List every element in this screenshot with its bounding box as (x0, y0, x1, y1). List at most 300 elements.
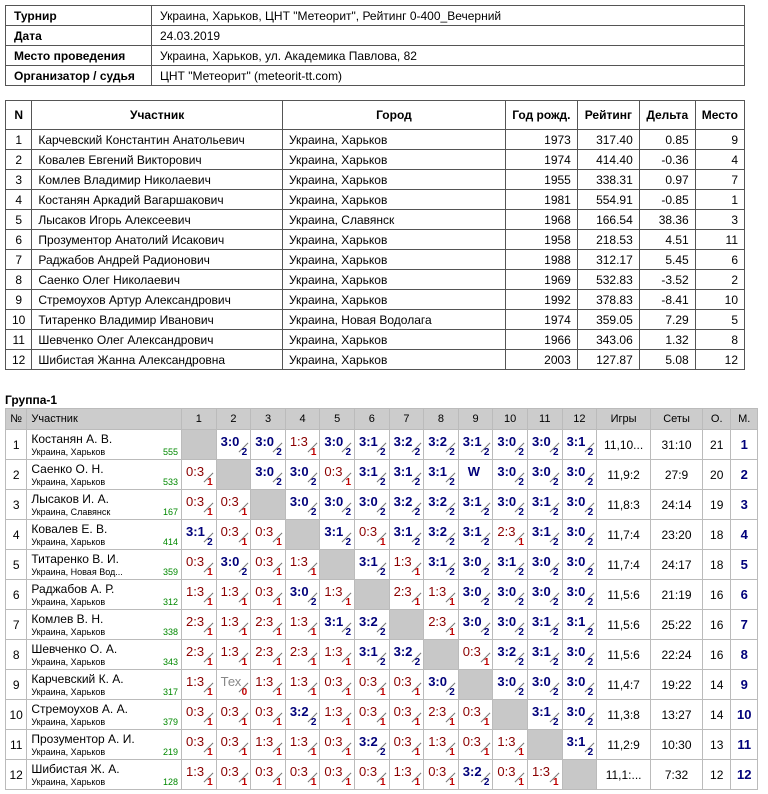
match-score: 3:0 (531, 674, 551, 689)
match-points: 1 (276, 747, 282, 758)
participant-cell: Карчевский Константин Анатольевич (32, 130, 283, 150)
match-result-cell (527, 490, 562, 520)
match-result-cell (424, 490, 459, 520)
participants-header-cell: Место (695, 101, 744, 130)
match-score: 3:0 (220, 554, 240, 569)
match-points: 1 (449, 717, 455, 728)
player-city: Украина, Славянск (31, 507, 111, 517)
participant-cell: 1974 (505, 150, 577, 170)
match-points: 1 (241, 507, 248, 518)
match-points: 1 (241, 597, 248, 608)
match-points: 1 (207, 717, 213, 728)
participant-cell: Ковалев Евгений Викторович (32, 150, 283, 170)
grid-player-cell (27, 670, 182, 700)
match-points: 1 (310, 777, 317, 788)
match-score: 2:3 (255, 644, 274, 659)
match-result-cell (216, 520, 251, 550)
match-score: 3:1 (462, 434, 482, 449)
match-result-cell (251, 550, 286, 580)
match-result-cell (182, 670, 217, 700)
match-score: 0:3 (359, 524, 378, 539)
match-score: 3:1 (359, 464, 378, 479)
match-points: 1 (207, 477, 213, 488)
grid-sets: 23:20 (651, 520, 703, 550)
participant-cell: 3 (6, 170, 32, 190)
match-result-cell (285, 640, 320, 670)
grid-place: 4 (731, 520, 758, 550)
match-result-cell (251, 730, 286, 760)
match-result-cell (527, 670, 562, 700)
match-points: 2 (553, 477, 559, 488)
match-score: 2:3 (393, 584, 412, 599)
participant-cell: 9 (695, 130, 744, 150)
match-result-cell (355, 670, 390, 700)
match-result-cell (389, 520, 424, 550)
match-points: 0 (241, 687, 248, 698)
match-score: 3:0 (566, 584, 586, 599)
grid-row (6, 610, 758, 640)
grid-diagonal-cell (493, 700, 528, 730)
match-result-cell (458, 700, 493, 730)
match-points: 1 (518, 777, 524, 788)
grid-diagonal-cell (562, 760, 597, 790)
match-result-cell (458, 520, 493, 550)
match-result-cell (320, 610, 355, 640)
grid-header-player: Участник (27, 409, 182, 430)
info-key: Дата (6, 26, 152, 46)
player-name: Саенко О. Н. (31, 462, 104, 476)
match-points: 1 (207, 507, 213, 518)
match-points: 1 (207, 627, 213, 638)
match-points: 2 (380, 627, 386, 638)
match-points: 2 (483, 777, 490, 788)
match-score: 3:0 (531, 434, 551, 449)
participant-cell: Украина, Харьков (282, 270, 505, 290)
participant-cell: -3.52 (639, 270, 695, 290)
match-score: 1:3 (324, 704, 343, 719)
match-score: 3:1 (428, 464, 447, 479)
grid-player-cell (27, 730, 182, 760)
match-result-cell (527, 610, 562, 640)
participant-cell: Украина, Харьков (282, 190, 505, 210)
grid-row-num: 11 (6, 730, 27, 760)
grid-points: 13 (702, 730, 730, 760)
match-score: 3:0 (462, 584, 482, 599)
match-result-cell (458, 460, 493, 490)
grid-row-num: 5 (6, 550, 27, 580)
grid-player-cell (27, 640, 182, 670)
match-score: 1:3 (289, 674, 308, 689)
match-score: 2:3 (186, 614, 205, 629)
participant-cell: 317.40 (577, 130, 639, 150)
match-result-cell (251, 430, 286, 460)
match-points: 2 (587, 537, 594, 548)
participant-cell: -8.41 (639, 290, 695, 310)
match-points: 2 (449, 567, 455, 578)
match-points: 2 (518, 657, 524, 668)
player-name: Комлев В. Н. (31, 612, 104, 626)
match-points: 1 (310, 447, 317, 458)
grid-row (6, 550, 758, 580)
grid-row (6, 670, 758, 700)
grid-games: 11,5:6 (597, 610, 651, 640)
match-score: 3:0 (566, 524, 586, 539)
match-points: 2 (587, 747, 594, 758)
grid-row (6, 700, 758, 730)
match-result-cell (285, 460, 320, 490)
info-value: Украина, Харьков, ул. Академика Павлова, 82 (152, 46, 745, 66)
participant-cell: 6 (695, 250, 744, 270)
match-points: 2 (276, 477, 282, 488)
match-score: 1:3 (186, 674, 205, 689)
participant-cell: 2 (6, 150, 32, 170)
participant-cell: 12 (695, 350, 744, 370)
player-city: Украина, Новая Вод... (31, 567, 123, 577)
participant-cell: 2003 (505, 350, 577, 370)
match-result-cell (424, 730, 459, 760)
grid-row-num: 12 (6, 760, 27, 790)
match-score: 3:1 (531, 524, 551, 539)
match-score: 0:3 (428, 764, 447, 779)
participant-cell: 338.31 (577, 170, 639, 190)
grid-points: 14 (702, 670, 730, 700)
match-score: 1:3 (255, 734, 274, 749)
match-result-cell (389, 700, 424, 730)
match-result-cell (251, 700, 286, 730)
match-points: 2 (345, 627, 351, 638)
player-name: Шевченко О. А. (31, 642, 118, 656)
info-value: Украина, Харьков, ЦНТ "Метеорит", Рейтинг 0-400_Вечерний (152, 6, 745, 26)
grid-header-opponent: 3 (251, 409, 286, 430)
match-result-cell (216, 550, 251, 580)
match-points: 1 (207, 657, 213, 668)
participant-row (6, 170, 745, 190)
match-score: 3:2 (497, 644, 517, 659)
match-result-cell (389, 760, 424, 790)
match-points: 2 (449, 687, 455, 698)
match-result-cell (527, 550, 562, 580)
grid-games: 11,9:2 (597, 460, 651, 490)
grid-place: 12 (731, 760, 758, 790)
match-score: 1:3 (186, 764, 205, 779)
match-result-cell (251, 610, 286, 640)
match-points: 2 (518, 447, 524, 458)
match-points: 1 (345, 777, 351, 788)
match-result-cell (182, 580, 217, 610)
grid-player-cell (27, 460, 182, 490)
match-points: 2 (483, 567, 490, 578)
grid-row-num: 10 (6, 700, 27, 730)
match-score: 3:0 (324, 494, 344, 509)
player-city: Украина, Харьков (31, 687, 106, 697)
grid-player-cell (27, 520, 182, 550)
participant-cell: 8 (695, 330, 744, 350)
match-score: 0:3 (255, 554, 274, 569)
match-points: 2 (587, 597, 594, 608)
match-result-cell (216, 670, 251, 700)
participant-cell: Костанян Аркадий Вагаршакович (32, 190, 283, 210)
match-points: 2 (483, 627, 490, 638)
match-result-cell (320, 490, 355, 520)
grid-header-games: Игры (597, 409, 651, 430)
match-points: 1 (345, 597, 351, 608)
match-score: 0:3 (255, 584, 274, 599)
match-points: 1 (380, 537, 386, 548)
match-score: 1:3 (186, 584, 205, 599)
grid-header-num: № (6, 409, 27, 430)
match-result-cell (562, 700, 597, 730)
match-score: 3:0 (428, 674, 447, 689)
grid-header-sets: Сеты (651, 409, 703, 430)
match-result-cell (320, 700, 355, 730)
match-result-cell (216, 490, 251, 520)
participant-cell: Украина, Харьков (282, 130, 505, 150)
match-result-cell (458, 610, 493, 640)
match-result-cell (320, 430, 355, 460)
match-points: 2 (380, 657, 386, 668)
match-points: 2 (483, 597, 490, 608)
match-points: 1 (310, 627, 317, 638)
grid-diagonal-cell (182, 430, 217, 460)
match-score: 0:3 (393, 734, 412, 749)
match-result-cell (216, 700, 251, 730)
match-score: 1:3 (289, 434, 308, 449)
participant-cell: 1969 (505, 270, 577, 290)
participant-cell: 38.36 (639, 210, 695, 230)
grid-header-opponent: 7 (389, 409, 424, 430)
match-score: 3:0 (497, 494, 517, 509)
match-points: 1 (518, 747, 524, 758)
participant-row (6, 150, 745, 170)
grid-row-num: 7 (6, 610, 27, 640)
info-row (6, 46, 745, 66)
match-score: 3:2 (393, 644, 413, 659)
participant-cell: Украина, Харьков (282, 250, 505, 270)
match-points: 2 (345, 447, 351, 458)
match-points: 2 (553, 597, 559, 608)
match-result-cell (493, 580, 528, 610)
match-score: 3:0 (255, 434, 275, 449)
match-result-cell (355, 430, 390, 460)
participant-row (6, 230, 745, 250)
match-points: 1 (553, 777, 559, 788)
participant-cell: Украина, Славянск (282, 210, 505, 230)
match-points: 1 (483, 747, 490, 758)
match-result-cell (182, 460, 217, 490)
participants-header-cell: Год рожд. (505, 101, 577, 130)
player-city: Украина, Харьков (31, 657, 106, 667)
grid-row (6, 460, 758, 490)
match-score: 3:1 (359, 434, 378, 449)
info-key: Турнир (6, 6, 152, 26)
match-score: 3:1 (324, 614, 344, 629)
grid-row-num: 6 (6, 580, 27, 610)
player-name: Стремоухов А. А. (31, 702, 128, 716)
match-points: 2 (380, 567, 386, 578)
match-points: 1 (345, 477, 351, 488)
match-points: 2 (310, 717, 317, 728)
grid-games: 11,5:6 (597, 640, 651, 670)
match-score: 0:3 (255, 704, 274, 719)
grid-row-num: 9 (6, 670, 27, 700)
grid-diagonal-cell (251, 490, 286, 520)
grid-row-num: 1 (6, 430, 27, 460)
match-score: 0:3 (289, 764, 308, 779)
grid-games: 11,7:4 (597, 550, 651, 580)
match-result-cell (562, 610, 597, 640)
match-points: 1 (380, 687, 386, 698)
match-points: 2 (518, 687, 524, 698)
match-result-cell (527, 460, 562, 490)
match-result-cell (458, 760, 493, 790)
participant-cell: Раджабов Андрей Радионович (32, 250, 283, 270)
match-score: 3:2 (289, 704, 309, 719)
match-score: 3:1 (428, 554, 447, 569)
player-rating: 359 (163, 567, 179, 577)
player-city: Украина, Харьков (31, 477, 106, 487)
participant-cell: 11 (6, 330, 32, 350)
match-score: 3:0 (255, 464, 275, 479)
match-result-cell (389, 490, 424, 520)
match-score: 3:2 (393, 494, 413, 509)
match-score: 0:3 (220, 734, 239, 749)
player-rating: 312 (163, 597, 179, 607)
match-result-cell (355, 460, 390, 490)
grid-diagonal-cell (424, 640, 459, 670)
match-score: 3:1 (393, 524, 413, 539)
match-score: 3:1 (462, 524, 482, 539)
grid-row-num: 2 (6, 460, 27, 490)
grid-diagonal-cell (389, 610, 424, 640)
participant-cell: Прозументор Анатолий Исакович (32, 230, 283, 250)
match-score: 3:0 (566, 704, 586, 719)
participant-cell: 1966 (505, 330, 577, 350)
match-result-cell (320, 520, 355, 550)
match-score: 3:1 (566, 614, 586, 629)
match-score: 3:1 (359, 644, 378, 659)
match-result-cell (458, 430, 493, 460)
grid-points: 16 (702, 610, 730, 640)
participant-cell: 0.85 (639, 130, 695, 150)
player-city: Украина, Харьков (31, 597, 106, 607)
match-points: 2 (518, 477, 524, 488)
match-points: 1 (241, 537, 248, 548)
match-points: 1 (207, 747, 213, 758)
match-score: 0:3 (462, 734, 481, 749)
participants-header-cell: Рейтинг (577, 101, 639, 130)
participant-cell: 414.40 (577, 150, 639, 170)
participant-cell: 10 (695, 290, 744, 310)
match-points: 1 (276, 627, 282, 638)
grid-header-opponent: 2 (216, 409, 251, 430)
match-result-cell (389, 580, 424, 610)
match-result-cell (389, 670, 424, 700)
match-result-cell (320, 580, 355, 610)
participant-cell: Шибистая Жанна Александровна (32, 350, 283, 370)
participant-cell: 312.17 (577, 250, 639, 270)
match-points: 1 (414, 747, 421, 758)
match-result-cell (424, 670, 459, 700)
match-result-cell (320, 640, 355, 670)
match-points: 2 (345, 537, 351, 548)
match-score: 3:0 (497, 674, 517, 689)
match-result-cell (527, 580, 562, 610)
grid-sets: 31:10 (651, 430, 703, 460)
match-score: 3:1 (462, 494, 482, 509)
match-score: 0:3 (324, 464, 343, 479)
match-score: 1:3 (255, 674, 274, 689)
player-rating: 338 (163, 627, 179, 637)
match-score: 0:3 (393, 674, 412, 689)
match-points: 2 (380, 477, 386, 488)
match-score: 3:0 (566, 674, 586, 689)
participant-cell: Украина, Харьков (282, 350, 505, 370)
participant-cell: 166.54 (577, 210, 639, 230)
match-result-cell (285, 670, 320, 700)
player-city: Украина, Харьков (31, 627, 106, 637)
participant-cell: Украина, Харьков (282, 230, 505, 250)
grid-games: 11,1:... (597, 760, 651, 790)
info-value: 24.03.2019 (152, 26, 745, 46)
match-points: 1 (345, 717, 351, 728)
grid-sets: 25:22 (651, 610, 703, 640)
match-score: 3:0 (289, 494, 309, 509)
match-result-cell (527, 760, 562, 790)
match-score: 0:3 (186, 704, 205, 719)
match-result-cell (355, 730, 390, 760)
grid-row (6, 760, 758, 790)
match-result-cell (216, 610, 251, 640)
match-points: 2 (276, 447, 282, 458)
grid-player-cell (27, 550, 182, 580)
match-points: 2 (518, 597, 524, 608)
match-score: 1:3 (289, 614, 308, 629)
match-score: 3:1 (531, 614, 551, 629)
grid-diagonal-cell (527, 730, 562, 760)
participant-cell: 10 (6, 310, 32, 330)
participant-cell: 1.32 (639, 330, 695, 350)
participant-cell: 0.97 (639, 170, 695, 190)
match-score: 3:2 (428, 434, 447, 449)
match-result-cell (182, 610, 217, 640)
match-score: 2:3 (186, 644, 205, 659)
match-points: 1 (414, 567, 421, 578)
match-score: 1:3 (220, 614, 239, 629)
match-points: 1 (241, 627, 248, 638)
grid-diagonal-cell (320, 550, 355, 580)
match-points: 2 (449, 447, 455, 458)
match-result-cell (320, 460, 355, 490)
match-result-cell (285, 430, 320, 460)
participant-cell: 8 (6, 270, 32, 290)
player-name: Карчевский К. А. (31, 672, 124, 686)
grid-sets: 7:32 (651, 760, 703, 790)
grid-sets: 13:27 (651, 700, 703, 730)
grid-row (6, 640, 758, 670)
group-title: Группа-1 (5, 393, 58, 407)
grid-points: 14 (702, 700, 730, 730)
participant-cell: 1955 (505, 170, 577, 190)
match-points: 2 (553, 537, 559, 548)
match-result-cell (216, 640, 251, 670)
participant-cell: 127.87 (577, 350, 639, 370)
match-points: 1 (310, 687, 317, 698)
match-result-cell (562, 460, 597, 490)
match-points: 1 (207, 777, 213, 788)
grid-points: 20 (702, 460, 730, 490)
match-result-cell (182, 730, 217, 760)
match-result-cell (424, 550, 459, 580)
